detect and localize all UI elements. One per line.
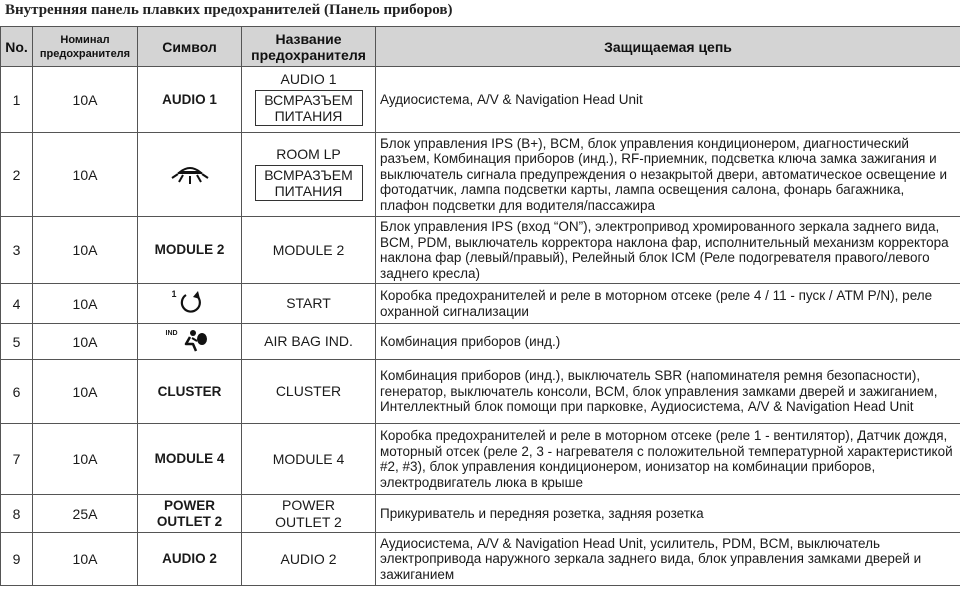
row-circuit: Аудиосистема, A/V & Navigation Head Unit: [376, 67, 960, 133]
table-row: [1, 533, 960, 586]
row-circuit: Аудиосистема, A/V & Navigation Head Unit, усилитель, PDM, BCM, выключатель электропривода наружного зеркала заднего вида, блок управления замками дверей и зажиганием: [376, 533, 960, 586]
symbol-text: POWER OUTLET 2: [156, 497, 223, 529]
row-circuit: Блок управления IPS (вход “ON”), электропривод хромированного зеркала заднего вида, BCM, PDM, выключатель корректора наклона фар, исполнительный механизм корректора наклона фар (левый/правый), Релейный блок ICM (Реле подогревателя правого/левого заднего кресла): [376, 217, 960, 284]
row-no: 7: [1, 424, 33, 495]
symbol-text: MODULE 2: [154, 242, 225, 257]
row-no: 9: [1, 533, 33, 586]
row-fuse-name: CLUSTER: [242, 360, 376, 424]
row-fuse-name: [242, 133, 376, 217]
row-fuse-name: START: [242, 284, 376, 324]
table-header-row: [1, 27, 960, 67]
row-symbol: [138, 360, 242, 424]
ind-label: IND: [165, 329, 178, 337]
symbol-text: AUDIO 1: [162, 91, 217, 107]
header-circuit: Защищаемая цепь: [376, 27, 960, 67]
table-row: [1, 133, 960, 217]
row-circuit: Коробка предохранителей и реле в моторном отсеке (реле 1 - вентилятор), Датчик дождя, моторный отсек (реле 2, 3 - нагревателя с положительной температурной характеристикой #2, #3), блок управления кондиционером, ионизатор на комбинации приборов, электродвигатель люка в крыше: [376, 424, 960, 495]
row-rating: 25A: [33, 495, 138, 533]
table-row: [1, 324, 960, 360]
row-rating: 10A: [33, 284, 138, 324]
table-row: [1, 424, 960, 495]
fuse-name: ROOM LP: [276, 145, 341, 162]
symbol-text: MODULE 4: [154, 451, 225, 466]
header-rating: Номинал предохранителя: [33, 27, 138, 67]
row-rating: 10A: [33, 360, 138, 424]
row-symbol: [138, 495, 242, 533]
row-fuse-name: AUDIO 2: [242, 533, 376, 586]
row-circuit: Коробка предохранителей и реле в моторном отсеке (реле 4 / 11 - пуск / ATM P/N), реле охранной сигнализации: [376, 284, 960, 324]
table-row: [1, 495, 960, 533]
row-symbol: [138, 424, 242, 495]
airbag-icon: [166, 328, 214, 352]
row-no: 3: [1, 217, 33, 284]
row-rating: 10A: [33, 424, 138, 495]
power-connector-box: ВСМРАЗЪЕМ ПИТАНИЯ: [255, 165, 363, 201]
symbol-text: CLUSTER: [157, 383, 222, 399]
row-rating: 10A: [33, 324, 138, 360]
header-name: Название предохранителя: [242, 27, 376, 67]
fuse-name: POWER OUTLET 2: [275, 496, 342, 530]
row-fuse-name: AIR BAG IND.: [242, 324, 376, 360]
airbag-symbol: [166, 328, 214, 352]
row-rating: 10A: [33, 67, 138, 133]
row-symbol: [138, 133, 242, 217]
row-no: 1: [1, 67, 33, 133]
header-no: No.: [1, 27, 33, 67]
row-symbol: [138, 67, 242, 133]
symbol-text: AUDIO 2: [162, 551, 217, 566]
row-symbol: [138, 533, 242, 586]
start-symbol: [172, 288, 208, 316]
room-lamp-icon: [168, 162, 212, 188]
row-rating: 10A: [33, 533, 138, 586]
fuse-table: [0, 26, 960, 586]
row-no: 2: [1, 133, 33, 217]
row-circuit: Комбинация приборов (инд.): [376, 324, 960, 360]
row-rating: 10A: [33, 133, 138, 217]
row-fuse-name: MODULE 4: [242, 424, 376, 495]
table-row: [1, 217, 960, 284]
row-circuit: Блок управления IPS (B+), BCM, блок управления кондиционером, диагностический разъем, Комбинация приборов (инд.), RF-приемник, подсветка ключа замка зажигания и выключатель сигнала предупреждения о незакрытой двери, автоматическое освещение и фотодатчик, лампа подсветки карты, лампа освещения салона, фонарь багажника, плафон подсветки для водителя/пассажира: [376, 133, 960, 217]
table-row: [1, 284, 960, 324]
power-connector-box: ВСМРАЗЪЕМ ПИТАНИЯ: [255, 90, 363, 126]
row-fuse-name: [242, 67, 376, 133]
row-fuse-name: [242, 495, 376, 533]
row-no: 8: [1, 495, 33, 533]
table-row: [1, 360, 960, 424]
fuse-name: AUDIO 1: [280, 70, 337, 87]
row-no: 6: [1, 360, 33, 424]
row-no: 4: [1, 284, 33, 324]
row-rating: 10A: [33, 217, 138, 284]
row-fuse-name: MODULE 2: [242, 217, 376, 284]
page-title: Внутренняя панель плавких предохранителей (Панель приборов): [5, 2, 453, 18]
row-symbol: [138, 217, 242, 284]
start-index: 1: [171, 288, 177, 299]
row-symbol: [138, 284, 242, 324]
row-circuit: Прикуриватель и передняя розетка, задняя розетка: [376, 495, 960, 533]
row-symbol: [138, 324, 242, 360]
row-circuit: Комбинация приборов (инд.), выключатель SBR (напоминателя ремня безопасности), генератор, выключатель консоли, BCM, блок управления замками дверей и зажиганием, Интеллектный блок помощи при парковке, Аудиосистема, A/V & Navigation Head Unit: [376, 360, 960, 424]
table-row: [1, 67, 960, 133]
header-symbol: Символ: [138, 27, 242, 67]
start-icon: [172, 288, 208, 316]
row-no: 5: [1, 324, 33, 360]
